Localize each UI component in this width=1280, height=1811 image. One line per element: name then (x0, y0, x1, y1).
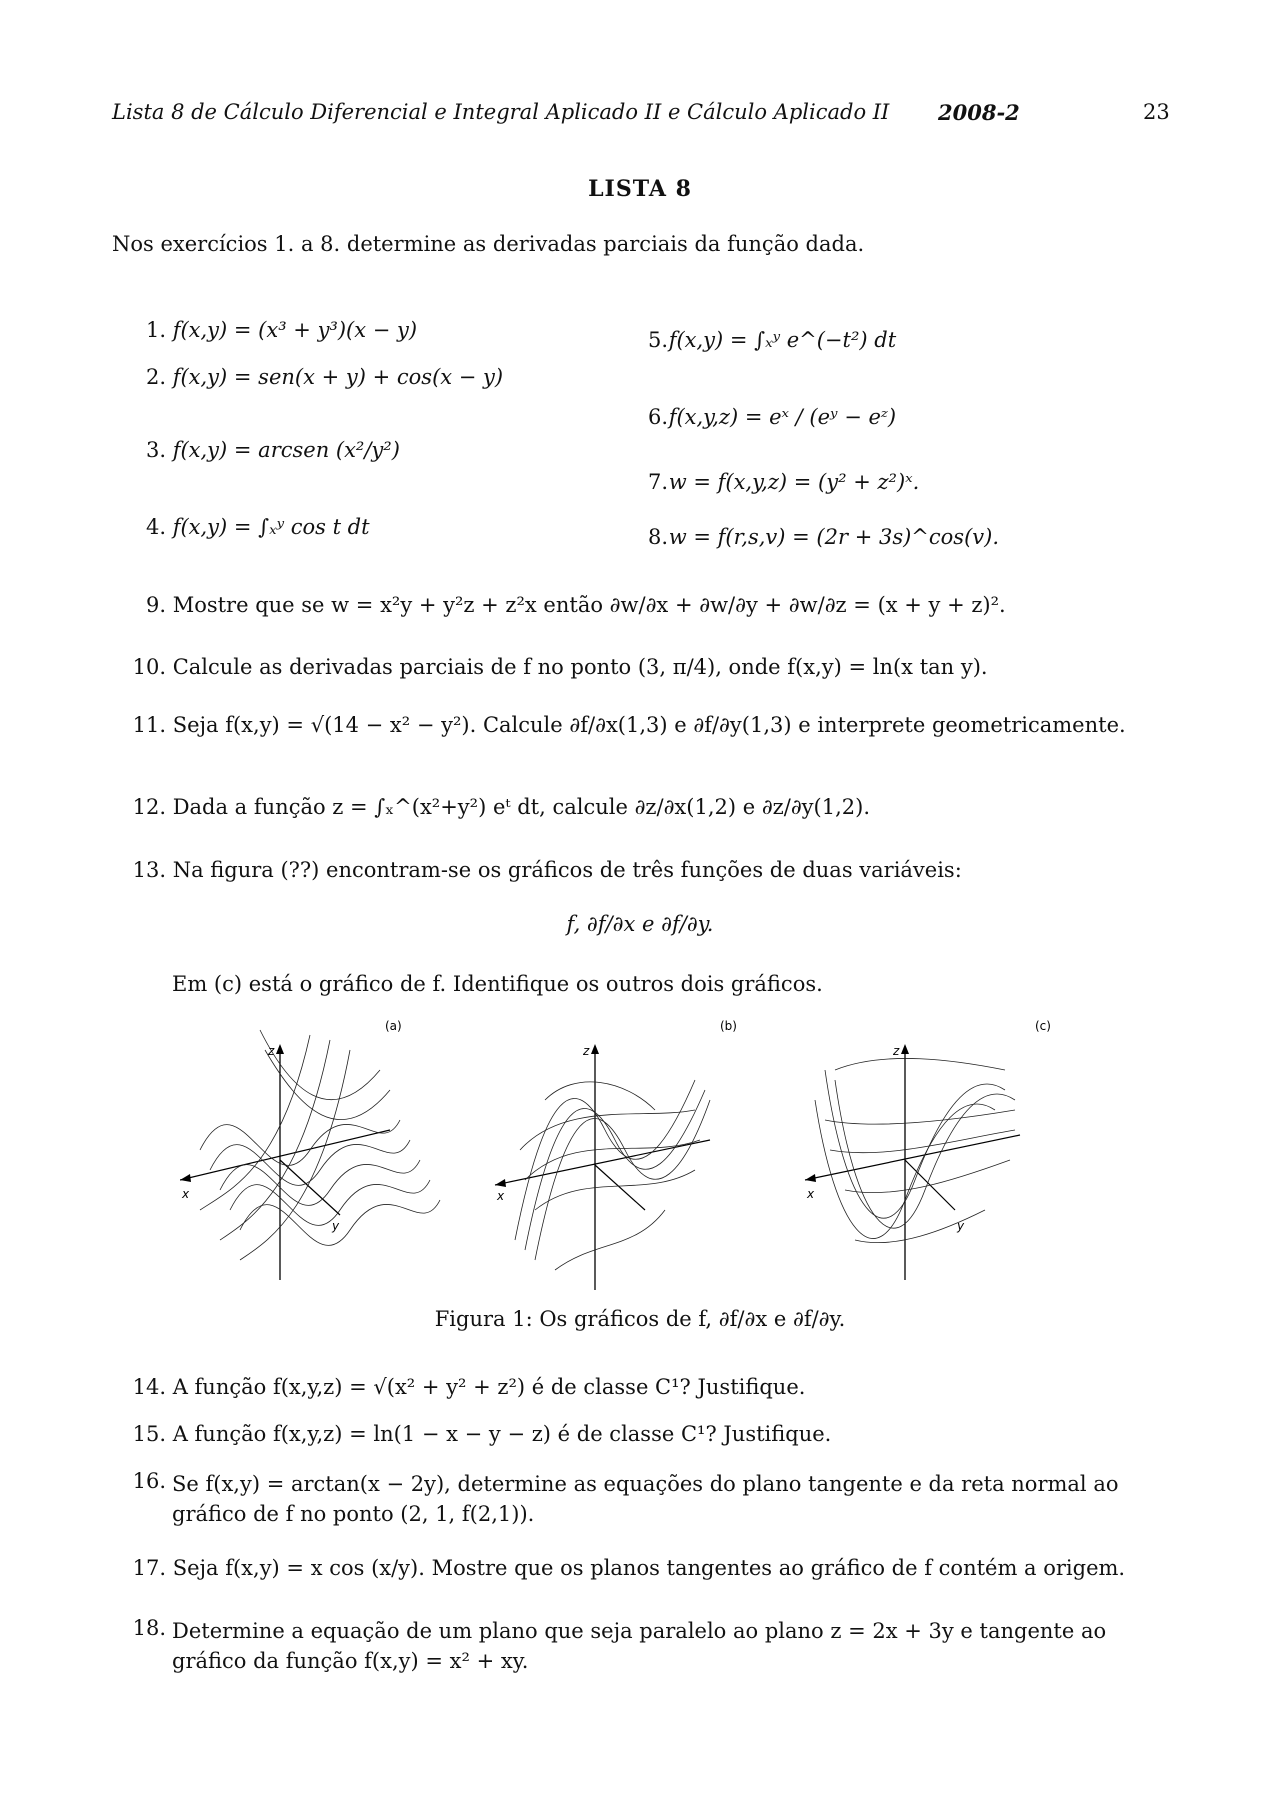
intro-text: Nos exercícios 1. a 8. determine as derivadas parciais da função dada. (112, 232, 865, 256)
exercise-number: 12. (132, 795, 166, 819)
exercise-number: 8. (648, 525, 669, 549)
axis-label-z: z (268, 1044, 275, 1058)
exercise-18 (128, 1616, 1182, 1676)
exercise-text: Se f(x,y) = arctan(x − 2y), determine as equações do plano tangente e da reta normal ao gráfico de f no ponto (2, 1, f(2,1)). (172, 1472, 1119, 1526)
exercise-7 (648, 470, 919, 494)
exercise-5 (648, 328, 896, 352)
exercise-number: 13. (132, 858, 166, 882)
exercise-number: 7. (648, 470, 669, 494)
exercise-number: 11. (132, 713, 166, 737)
exercise-number: 6. (648, 405, 669, 429)
exercise-9 (140, 593, 1006, 617)
exercise-text: w = f(r,s,v) = (2r + 3s)^cos(v). (668, 525, 1000, 549)
exercise-text: Dada a função z = ∫ₓ^(x²+y²) eᵗ dt, calcule ∂z/∂x(1,2) e ∂z/∂y(1,2). (172, 795, 871, 819)
exercise-number: 4. (145, 515, 166, 539)
header-page-number: 23 (1143, 100, 1170, 124)
panel-label-c: (c) (1035, 1019, 1051, 1033)
exercise-text: Na figura (??) encontram-se os gráficos de três funções de duas variáveis: (172, 858, 962, 882)
exercise-6 (648, 405, 896, 429)
axis-label-y: y (957, 1219, 965, 1233)
axis-label-y: y (332, 1219, 340, 1233)
exercise-text: f(x,y,z) = eˣ / (eʸ − eᶻ) (668, 405, 897, 429)
exercise-number: 2. (145, 365, 166, 389)
exercise-13-followup: Em (c) está o gráfico de f. Identifique os outros dois gráficos. (172, 972, 823, 996)
axis-label-x: x (497, 1189, 505, 1203)
exercise-number: 17. (132, 1556, 166, 1580)
panel-label-b: (b) (720, 1019, 737, 1033)
axis-label-x: x (807, 1187, 815, 1201)
exercise-text: A função f(x,y,z) = √(x² + y² + z²) é de classe C¹? Justifique. (172, 1375, 806, 1399)
exercise-text: f(x,y) = arcsen (x²/y²) (172, 438, 400, 462)
exercise-3 (140, 438, 400, 462)
surface-plot-a (180, 1019, 440, 1280)
axis-label-x: x (182, 1187, 190, 1201)
exercise-8 (648, 525, 999, 549)
exercise-text: A função f(x,y,z) = ln(1 − x − y − z) é de classe C¹? Justifique. (172, 1422, 832, 1446)
exercise-4 (140, 515, 370, 539)
exercise-11 (128, 713, 1126, 737)
exercise-number: 1. (145, 318, 166, 342)
exercise-text: f(x,y) = sen(x + y) + cos(x − y) (172, 365, 504, 389)
surface-plot-c (805, 1019, 1051, 1280)
exercise-1 (140, 318, 417, 342)
surface-plots-figure (180, 1010, 1120, 1310)
header-title: Lista 8 de Cálculo Diferencial e Integral Aplicado II e Cálculo Aplicado II (112, 100, 890, 124)
exercise-text: f(x,y) = (x³ + y³)(x − y) (172, 318, 418, 342)
exercise-17 (128, 1556, 1125, 1580)
exercise-text: Determine a equação de um plano que seja paralelo ao plano z = 2x + 3y e tangente ao gráfico da função f(x,y) = x² + xy. (172, 1619, 1107, 1673)
figure-caption: Figura 1: Os gráficos de f, ∂f/∂x e ∂f/∂y. (434, 1307, 846, 1331)
header-year: 2008-2 (938, 100, 1020, 125)
exercise-13 (128, 858, 962, 882)
surface-plot-b (495, 1019, 737, 1290)
panel-label-a: (a) (385, 1019, 402, 1033)
exercise-14 (128, 1375, 805, 1399)
exercise-13-expression: f, ∂f/∂x e ∂f/∂y. (566, 912, 714, 936)
exercise-text: Seja f(x,y) = x cos (x/y). Mostre que os planos tangentes ao gráfico de f contém a origem. (172, 1556, 1126, 1580)
exercise-12 (128, 795, 870, 819)
exercise-text: f(x,y) = ∫ₓʸ e^(−t²) dt (668, 328, 897, 352)
exercise-number: 18. (132, 1616, 166, 1640)
exercise-number: 14. (132, 1375, 166, 1399)
exercise-number: 3. (145, 438, 166, 462)
exercise-10 (128, 655, 988, 679)
axis-label-z: z (583, 1044, 590, 1058)
exercise-number: 10. (132, 655, 166, 679)
exercise-text: f(x,y) = ∫ₓʸ cos t dt (172, 515, 370, 539)
exercise-2 (140, 365, 503, 389)
exercise-text: Mostre que se w = x²y + y²z + z²x então ∂w/∂x + ∂w/∂y + ∂w/∂z = (x + y + z)². (172, 593, 1006, 617)
axis-label-z: z (893, 1044, 900, 1058)
exercise-number: 15. (132, 1422, 166, 1446)
exercise-number: 5. (648, 328, 669, 352)
exercise-number: 9. (145, 593, 166, 617)
exercise-text: w = f(x,y,z) = (y² + z²)ˣ. (668, 470, 920, 494)
exercise-15 (128, 1422, 831, 1446)
list-title: LISTA 8 (588, 176, 692, 202)
exercise-16 (128, 1469, 1182, 1529)
exercise-number: 16. (132, 1469, 166, 1493)
exercise-text: Seja f(x,y) = √(14 − x² − y²). Calcule ∂f/∂x(1,3) e ∂f/∂y(1,3) e interprete geometricamente. (172, 713, 1126, 737)
exercise-text: Calcule as derivadas parciais de f no ponto (3, π/4), onde f(x,y) = ln(x tan y). (172, 655, 988, 679)
